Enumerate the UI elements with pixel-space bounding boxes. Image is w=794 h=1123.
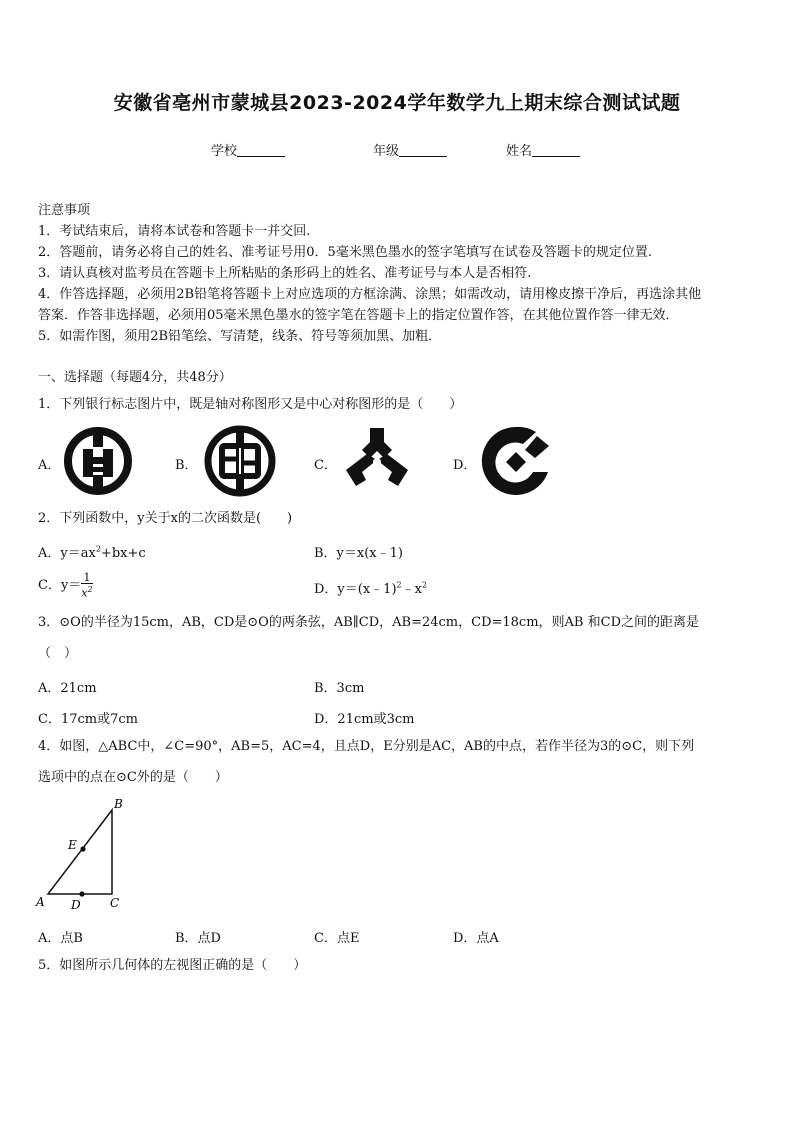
school-label: 学校 bbox=[211, 144, 238, 159]
notice-item-4: 4．作答选择题，必须用2B铅笔将答题卡上对应选项的方框涂满、涂黑；如需改动，请用橡皮擦干净后，再选涂其他 bbox=[38, 287, 702, 302]
question-5-stem: 5．如图所示几何体的左视图正确的是（ ） bbox=[38, 958, 307, 973]
notice-item-3: 3．请认真核对监考员在答题卡上所粘贴的条形码上的姓名、准考证号与本人是否相符. bbox=[38, 266, 532, 281]
school-blank bbox=[237, 144, 285, 157]
school-field bbox=[211, 140, 285, 159]
q4-option-b: B．点D bbox=[175, 931, 221, 946]
q2-c-prefix: C．y＝ bbox=[38, 577, 82, 593]
notice-item-1: 1．考试结束后，请将本试卷和答题卡一并交回. bbox=[38, 224, 311, 239]
q2-d-sup2: 2 bbox=[421, 580, 428, 590]
name-blank bbox=[532, 144, 580, 157]
q1-option-c-label: C． bbox=[314, 458, 337, 473]
construction-bank-logo-icon bbox=[340, 424, 414, 496]
q4-option-a: A．点B bbox=[38, 931, 83, 946]
question-3-stem: 3．⊙O的半径为15cm，AB，CD是⊙O的两条弦，AB∥CD，AB=24cm，CD=18cm，则AB 和CD之间的距离是 bbox=[38, 615, 699, 630]
grade-blank bbox=[399, 144, 447, 157]
q3-option-b: B．3cm bbox=[314, 681, 365, 696]
page-title: 安徽省亳州市蒙城县2023-2024学年数学九上期末综合测试试题 bbox=[113, 92, 681, 114]
name-field bbox=[506, 140, 580, 159]
q2-c-den-sup: 2 bbox=[87, 585, 93, 594]
q2-a-suffix: +bx+c bbox=[100, 546, 146, 561]
point-d-dot bbox=[79, 891, 84, 896]
q2-a-sup: 2 bbox=[95, 544, 101, 554]
section-heading: 一、选择题（每题4分，共48分） bbox=[38, 370, 232, 385]
q2-option-a bbox=[38, 542, 146, 561]
q2-d-sup1: 2 bbox=[396, 580, 402, 590]
triangle-figure bbox=[34, 796, 134, 916]
q1-option-b-label: B． bbox=[175, 458, 198, 473]
bank-of-china-logo-icon bbox=[203, 424, 277, 498]
grade-field bbox=[373, 140, 447, 159]
question-3-bracket: （ ） bbox=[38, 646, 78, 661]
question-2-stem: 2．下列函数中，y关于x的二次函数是( ) bbox=[38, 511, 293, 526]
q2-option-b: B．y＝x(x﹣1) bbox=[314, 546, 403, 561]
q4-option-d: D．点A bbox=[453, 931, 499, 946]
q1-option-d-label: D． bbox=[453, 458, 477, 473]
question-4-stem-cont: 选项中的点在⊙C外的是（ ） bbox=[38, 770, 228, 785]
question-1-stem: 1．下列银行标志图片中，既是轴对称图形又是中心对称图形的是（ ） bbox=[38, 397, 463, 412]
ccb-logo-icon bbox=[479, 424, 553, 498]
icbc-logo-icon bbox=[62, 425, 134, 497]
q4-option-c: C．点E bbox=[314, 931, 360, 946]
label-a: A bbox=[36, 895, 45, 909]
q2-c-fraction bbox=[81, 572, 92, 599]
label-c: C bbox=[110, 896, 120, 910]
q2-d-prefix: D．y＝(x﹣1) bbox=[314, 582, 397, 597]
label-d: D bbox=[71, 898, 81, 912]
q2-a-prefix: A．y＝ax bbox=[38, 546, 96, 561]
question-4-stem: 4．如图，△ABC中，∠C=90°，AB=5，AC=4，且点D，E分别是AC，AB的中点，若作半径为3的⊙C，则下列 bbox=[38, 739, 695, 754]
q3-option-a: A．21cm bbox=[38, 681, 97, 696]
q2-c-denominator bbox=[81, 584, 92, 599]
notice-item-4-cont: 答案．作答非选择题，必须用05毫米黑色墨水的签字笔在答题卡上的指定位置作答，在其他位置作答一律无效． bbox=[38, 308, 679, 323]
q3-option-d: D．21cm或3cm bbox=[314, 712, 415, 727]
notice-heading: 注意事项 bbox=[38, 203, 91, 218]
q1-option-a-label: A． bbox=[38, 458, 61, 473]
q2-d-mid: ﹣x bbox=[401, 582, 422, 597]
name-label: 姓名 bbox=[506, 144, 533, 159]
grade-label: 年级 bbox=[373, 144, 400, 159]
label-b: B bbox=[114, 797, 123, 811]
triangle-abc bbox=[48, 810, 112, 894]
q2-c-den-base: x bbox=[81, 586, 88, 600]
label-e: E bbox=[68, 838, 77, 852]
q2-c-numerator: 1 bbox=[81, 572, 92, 584]
q2-option-c bbox=[38, 572, 93, 599]
q3-option-c: C．17cm或7cm bbox=[38, 712, 138, 727]
notice-item-2: 2．答题前，请务必将自己的姓名、准考证号用0．5毫米黑色墨水的签字笔填写在试卷及答题卡的规定位置. bbox=[38, 245, 652, 260]
point-e-dot bbox=[80, 846, 85, 851]
q2-option-d bbox=[314, 578, 427, 597]
notice-item-5: 5．如需作图，须用2B铅笔绘、写清楚，线条、符号等须加黑、加粗． bbox=[38, 329, 442, 344]
